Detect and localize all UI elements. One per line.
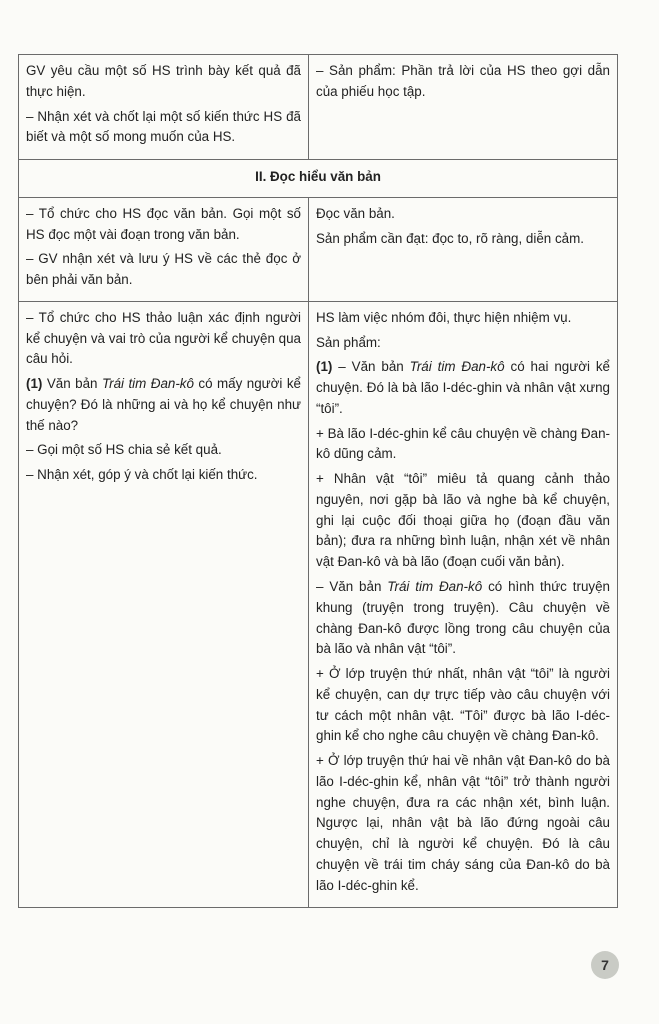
lesson-table <box>18 54 618 908</box>
paragraph: – Nhận xét và chốt lại một số kiến thức HS đã biết và một số mong muốn của HS. <box>26 108 301 145</box>
paragraph: + Ở lớp truyện thứ hai về nhân vật Đan-kô do bà lão I-déc-ghin kể, nhân vật “tôi” trở thành người nghe chuyện, đưa ra các nhận xét, bình luận. Ngược lại, nhân vật bà lão đứng ngoài câu chuyện, chỉ là người kể chuyện. Đó là câu chuyện về trái tim cháy sáng của Đan-kô do bà lão I-déc-ghin kể. <box>316 753 610 893</box>
question-number: (1) <box>26 376 43 392</box>
question-paragraph <box>26 374 301 436</box>
table-row <box>19 197 618 301</box>
paragraph: – Gọi một số HS chia sẻ kết quả. <box>26 442 222 458</box>
table-row <box>19 160 618 198</box>
paragraph: – Tổ chức cho HS thảo luận xác định người kể chuyện và vai trò của người kể chuyện qua câu hỏi. <box>26 309 301 367</box>
page-number: 7 <box>591 951 619 979</box>
paragraph: Đọc văn bản. <box>316 205 395 221</box>
paragraph: Sản phẩm cần đạt: đọc to, rõ ràng, diễn cảm. <box>316 230 584 246</box>
paragraph: – GV nhận xét và lưu ý HS về các thẻ đọc ở bên phải văn bản. <box>26 251 301 288</box>
table-cell-product <box>309 301 618 907</box>
table-cell-activity <box>19 55 309 160</box>
paragraph: – Tổ chức cho HS đọc văn bản. Gọi một số HS đọc một vài đoạn trong văn bản. <box>26 205 301 242</box>
text-span: có hai người kể chuyện. Đó là bà lão I-déc-ghin và nhân vật xưng “tôi”. <box>316 359 611 416</box>
paragraph: + Ở lớp truyện thứ nhất, nhân vật “tôi” là người kể chuyện, can dự trực tiếp vào câu chuyện với tư cách một nhân vật. “Tôi” được bà lão I-déc-ghin kể cho nghe câu chuyện về chàng Đan-kô. <box>316 666 610 744</box>
text-span: – Văn bản <box>332 359 410 375</box>
table-cell-product <box>309 55 618 160</box>
work-title: Trái tim Đan-kô <box>387 579 483 595</box>
paragraph: + Bà lão I-déc-ghin kể câu chuyện về chàng Đan-kô dũng cảm. <box>316 425 610 462</box>
work-title: Trái tim Đan-kô <box>409 359 505 375</box>
paragraph: Sản phẩm: <box>316 334 381 350</box>
table-row <box>19 301 618 907</box>
table-cell-activity <box>19 197 309 301</box>
answer-paragraph <box>316 357 610 419</box>
paragraph: – Sản phẩm: Phần trả lời của HS theo gợi dẫn của phiếu học tập. <box>316 63 610 99</box>
table-cell-activity <box>19 301 309 907</box>
paragraph: HS làm việc nhóm đôi, thực hiện nhiệm vụ. <box>316 309 572 325</box>
paragraph: – Nhận xét, góp ý và chốt lại kiến thức. <box>26 467 258 483</box>
work-title: Trái tim Đan-kô <box>101 376 194 392</box>
paragraph: GV yêu cầu một số HS trình bày kết quả đã thực hiện. <box>26 63 301 99</box>
answer-number: (1) <box>316 359 333 375</box>
table-row <box>19 55 618 160</box>
section-heading: II. Đọc hiểu văn bản <box>19 160 618 198</box>
paragraph <box>316 577 610 660</box>
table-cell-product <box>309 197 618 301</box>
paragraph: + Nhân vật “tôi” miêu tả quang cảnh thảo nguyên, nơi gặp bà lão và nghe bà kể chuyện, ghi lại cuộc đối thoại giữa họ (đoạn đầu văn bản); đưa ra những bình luận, nhận xét về nhân vật Đan-kô và bà lão (đoạn cuối văn bản). <box>316 471 610 570</box>
text-span: Văn bản <box>42 376 102 392</box>
text-span: có hình thức truyện khung (truyện trong truyện). Câu chuyện về chàng Đan-kô được lồng trong câu chuyện của bà lão và nhân vật “tôi”. <box>316 579 610 657</box>
text-span: có mấy người kể chuyện? Đó là những ai và họ kể chuyện như thế nào? <box>26 376 301 433</box>
text-span: – Văn bản <box>316 579 388 595</box>
